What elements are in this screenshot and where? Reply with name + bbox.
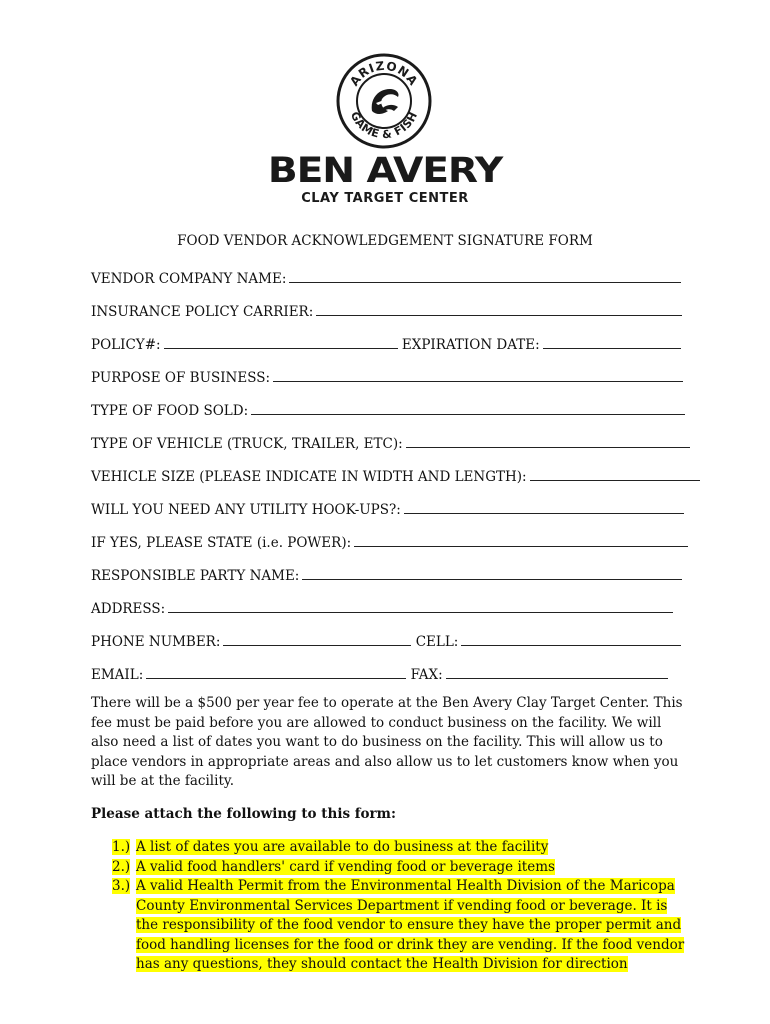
if-yes-field — [91, 532, 688, 551]
field-label: WILL YOU NEED ANY UTILITY HOOK-UPS?: — [91, 502, 401, 518]
arizona-game-fish-seal-logo — [336, 53, 432, 149]
bird-emblem-icon — [372, 89, 399, 114]
cell-input[interactable] — [461, 631, 681, 646]
list-item-text: A valid Health Permit from the Environmental Health Division of the Maricopa County Environmental Services Department if vending food or beverage. It is the responsibility of the food vendor to ensure they have the proper permit and food handling licenses for the food or drink they are vending. If the food vendor has any questions, they should contact the Health Division for direction — [136, 878, 685, 972]
vehicle-type-input[interactable] — [406, 433, 690, 448]
field-label: ADDRESS: — [91, 601, 166, 617]
field-label: FAX: — [410, 667, 443, 683]
phone-cell-field — [91, 631, 681, 650]
list-item-text: A valid food handlers' card if vending food or beverage items — [136, 858, 555, 875]
field-label: VEHICLE SIZE (PLEASE INDICATE IN WIDTH AND LENGTH): — [91, 469, 527, 485]
utility-field — [91, 499, 684, 518]
list-number: 2.) — [112, 858, 131, 875]
insurance-carrier-field — [91, 301, 682, 320]
vendor-company-name-input[interactable] — [289, 268, 681, 283]
phone-number-input[interactable] — [223, 631, 411, 646]
field-label: IF YES, PLEASE STATE (i.e. POWER): — [91, 535, 352, 551]
if-yes-input[interactable] — [354, 532, 688, 547]
field-label: RESPONSIBLE PARTY NAME: — [91, 568, 300, 584]
list-item-text: A list of dates you are available to do business at the facility — [136, 839, 549, 855]
vehicle-type-field — [91, 433, 690, 452]
list-number: 1.) — [112, 839, 131, 855]
purpose-field — [91, 367, 683, 386]
utility-input[interactable] — [404, 499, 684, 514]
brand-subtitle: CLAY TARGET CENTER — [301, 191, 469, 206]
vehicle-size-input[interactable] — [530, 466, 700, 481]
brand-name: BEN AVERY — [267, 151, 503, 191]
address-field — [91, 598, 673, 617]
food-type-input[interactable] — [251, 400, 685, 415]
policy-number-input[interactable] — [164, 334, 398, 349]
svg-text:GAME & FISH — [348, 110, 421, 142]
field-label: POLICY#: — [91, 337, 161, 353]
list-item — [112, 838, 692, 858]
requirements-list — [112, 838, 692, 975]
email-input[interactable] — [146, 664, 406, 679]
vehicle-size-field — [91, 466, 700, 485]
email-fax-field — [91, 664, 668, 683]
field-label: TYPE OF VEHICLE (TRUCK, TRAILER, ETC): — [91, 436, 403, 452]
purpose-input[interactable] — [273, 367, 683, 382]
field-label: PHONE NUMBER: — [91, 634, 221, 650]
policy-expiration-field — [91, 334, 681, 353]
seal-text-top: ARIZONA — [347, 58, 421, 89]
list-item — [112, 858, 692, 878]
field-label: VENDOR COMPANY NAME: — [91, 271, 287, 287]
seal-text-bottom: GAME & FISH — [347, 109, 421, 142]
list-item — [112, 877, 692, 975]
form-title: FOOD VENDOR ACKNOWLEDGEMENT SIGNATURE FORM — [177, 233, 593, 249]
responsible-party-field — [91, 565, 682, 584]
fee-paragraph: There will be a $500 per year fee to operate at the Ben Avery Clay Target Center. This fee must be paid before you are allowed to conduct business on the facility. We will also need a list of dates you want to do business on the facility. This will allow us to place vendors in appropriate areas and also allow us to let customers know when you will be at the facility. — [91, 695, 683, 789]
field-label: CELL: — [415, 634, 459, 650]
expiration-date-input[interactable] — [543, 334, 681, 349]
field-label: INSURANCE POLICY CARRIER: — [91, 304, 314, 320]
insurance-carrier-input[interactable] — [316, 301, 682, 316]
list-number: 3.) — [112, 878, 131, 894]
field-label: TYPE OF FOOD SOLD: — [91, 403, 249, 419]
address-input[interactable] — [168, 598, 673, 613]
field-label: EMAIL: — [91, 667, 144, 683]
field-label: PURPOSE OF BUSINESS: — [91, 370, 271, 386]
food-type-field — [91, 400, 685, 419]
responsible-party-input[interactable] — [302, 565, 682, 580]
vendor-company-name-field — [91, 268, 681, 287]
attach-heading: Please attach the following to this form: — [91, 806, 396, 822]
field-label: EXPIRATION DATE: — [401, 337, 540, 353]
fax-input[interactable] — [446, 664, 668, 679]
